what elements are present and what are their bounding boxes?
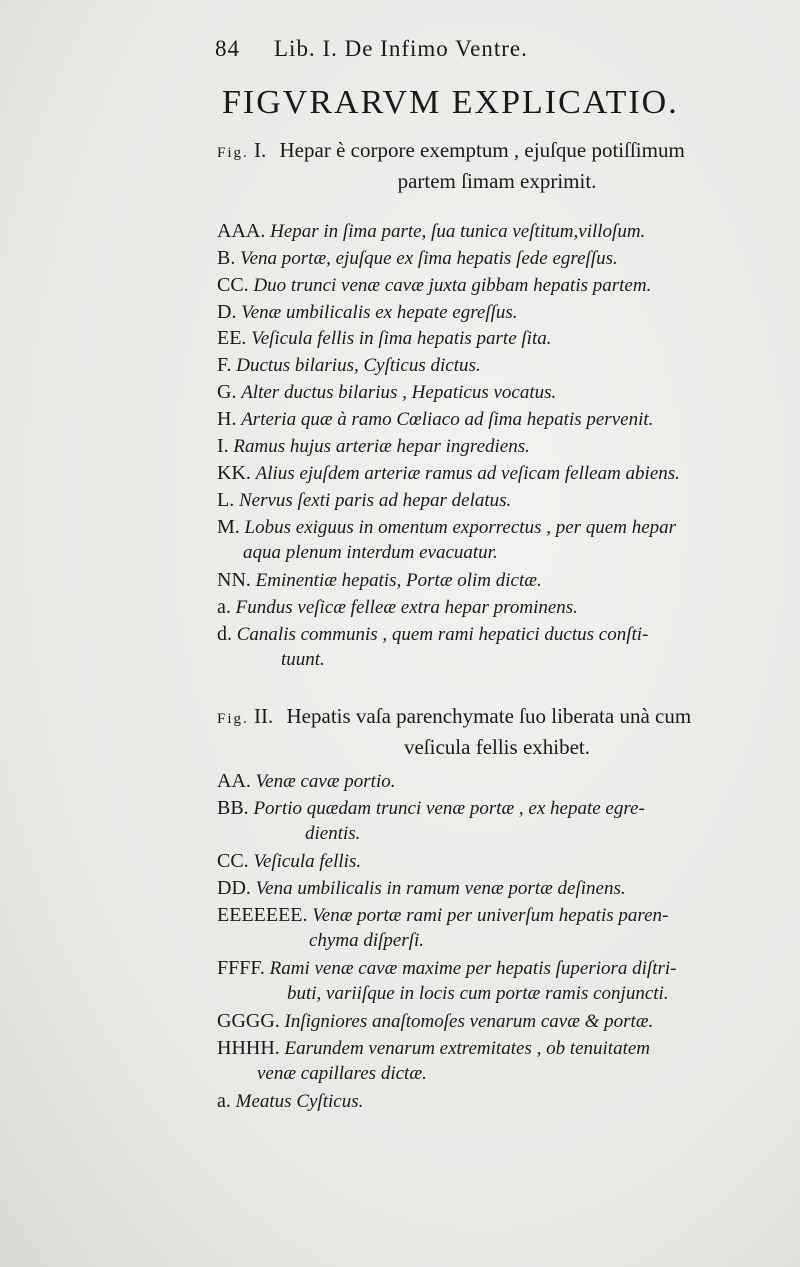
entry-text: Venæ umbilicalis ex hepate egreſſus.	[241, 302, 518, 323]
legend-entry	[217, 273, 777, 298]
legend-entry	[217, 796, 777, 846]
entry-continuation: chyma diſperſi.	[309, 930, 425, 951]
entry-key: EEEEEEE.	[217, 904, 308, 926]
entry-key: EE.	[217, 327, 247, 349]
fig1-caption-line1: Hepar è corpore exemptum , ejuſque potiſſimum	[279, 138, 685, 162]
fig1-label: Fig.	[217, 145, 249, 161]
entry-key: H.	[217, 408, 237, 430]
legend-entry	[217, 326, 777, 351]
entry-text: Inſigniores anaſtomoſes venarum cavæ & portæ.	[284, 1011, 654, 1032]
entry-key: G.	[217, 381, 237, 403]
legend-entry	[217, 461, 777, 486]
entry-text: Venæ portæ rami per univerſum hepatis paren-	[312, 905, 669, 926]
entry-key: AA.	[217, 770, 251, 792]
fig1-caption-line2: partem ſimam exprimit.	[397, 169, 597, 193]
legend-entry	[217, 246, 777, 271]
fig2-caption-line1: Hepatis vaſa parenchymate ſuo liberata unà cum	[286, 704, 692, 728]
legend-entry	[217, 300, 777, 325]
entry-key: DD.	[217, 877, 251, 899]
entry-key: BB.	[217, 797, 249, 819]
legend-entry	[217, 849, 777, 874]
fig1-number: I.	[254, 138, 267, 162]
entry-key: B.	[217, 247, 236, 269]
legend-entry	[217, 488, 777, 513]
entry-text: Earundem venarum extremitates , ob tenuitatem	[284, 1038, 651, 1059]
entry-key: CC.	[217, 850, 249, 872]
legend-entry	[217, 1089, 777, 1114]
entry-text: Alter ductus bilarius , Hepaticus vocatus.	[241, 382, 557, 403]
fig2-number: II.	[254, 704, 274, 728]
entry-text: Venæ cavæ portio.	[255, 771, 396, 792]
entry-key: GGGG.	[217, 1010, 280, 1032]
entry-text: Lobus exiguus in omentum exporrectus , per quem hepar	[244, 517, 677, 538]
entry-continuation: aqua plenum interdum evacuatur.	[243, 542, 498, 563]
entry-key: CC.	[217, 274, 249, 296]
legend-entry	[217, 595, 777, 620]
legend-entry	[217, 769, 777, 794]
legend-entry	[217, 219, 777, 244]
entry-text: Meatus Cyſticus.	[235, 1091, 364, 1112]
entry-text: Portio quædam trunci venæ portæ , ex hepate egre-	[253, 798, 645, 819]
legend-entry	[217, 876, 777, 901]
entry-text: Veſicula fellis in ſima hepatis parte ſita.	[251, 328, 552, 349]
entry-continuation: venæ capillares dictæ.	[257, 1063, 427, 1084]
legend-entry	[217, 956, 777, 1006]
entry-text: Eminentiæ hepatis, Portæ olim dictæ.	[255, 570, 542, 591]
entry-text: Duo trunci venæ cavæ juxta gibbam hepatis partem.	[253, 275, 652, 296]
running-header	[215, 36, 528, 62]
entry-text: Rami venæ cavæ maxime per hepatis ſuperiora diſtri-	[269, 958, 677, 979]
entry-key: M.	[217, 516, 240, 538]
legend-entry	[217, 434, 777, 459]
entry-text: Veſicula fellis.	[253, 851, 362, 872]
entry-text: Fundus veſicæ felleæ extra hepar prominens.	[235, 597, 578, 618]
legend-entry	[217, 622, 777, 672]
entry-key: a.	[217, 596, 231, 618]
page-number: 84	[215, 36, 240, 61]
entry-text: Nervus ſexti paris ad hepar delatus.	[238, 490, 512, 511]
legend-entry	[217, 1009, 777, 1034]
entry-text: Arteria quæ à ramo Cœliaco ad ſima hepatis pervenit.	[241, 409, 654, 430]
legend-entry	[217, 903, 777, 953]
entry-continuation: tuunt.	[281, 649, 325, 670]
entry-key: d.	[217, 623, 232, 645]
legend-entry	[217, 380, 777, 405]
legend-entry	[217, 1036, 777, 1086]
legend-entry	[217, 407, 777, 432]
entry-key: L.	[217, 489, 235, 511]
entry-continuation: dientis.	[305, 823, 361, 844]
entry-text: Vena portæ, ejuſque ex ſima hepatis ſede egreſſus.	[240, 248, 618, 269]
entry-key: HHHH.	[217, 1037, 280, 1059]
entry-key: F.	[217, 354, 232, 376]
fig2-label: Fig.	[217, 711, 249, 727]
entry-key: KK.	[217, 462, 251, 484]
legend-entry	[217, 515, 777, 565]
section-title: FIGVRARVM EXPLICATIO.	[222, 84, 679, 121]
fig2-caption-line2: veſicula fellis exhibet.	[403, 735, 591, 759]
fig2-caption	[217, 702, 777, 761]
entry-text: Ductus bilarius, Cyſticus dictus.	[236, 355, 481, 376]
fig1-caption	[217, 136, 777, 195]
entry-key: I.	[217, 435, 229, 457]
entry-key: a.	[217, 1090, 231, 1112]
entry-text: Canalis communis , quem rami hepatici ductus conſti-	[236, 624, 649, 645]
entry-continuation: buti, variiſque in locis cum portæ ramis conjuncti.	[287, 983, 669, 1004]
entry-text: Ramus hujus arteriæ hepar ingrediens.	[233, 436, 530, 457]
running-title: Lib. I. De Infimo Ventre.	[274, 36, 528, 61]
entry-text: Hepar in ſima parte, ſua tunica veſtitum,villoſum.	[270, 221, 646, 242]
entry-key: NN.	[217, 569, 251, 591]
entry-key: FFFF.	[217, 957, 265, 979]
entry-text: Vena umbilicalis in ramum venæ portæ deſinens.	[255, 878, 626, 899]
legend-entry	[217, 568, 777, 593]
entry-text: Alius ejuſdem arteriæ ramus ad veſicam felleam abiens.	[255, 463, 680, 484]
legend-entry	[217, 353, 777, 378]
entry-key: D.	[217, 301, 237, 323]
entry-key: AAA.	[217, 220, 266, 242]
